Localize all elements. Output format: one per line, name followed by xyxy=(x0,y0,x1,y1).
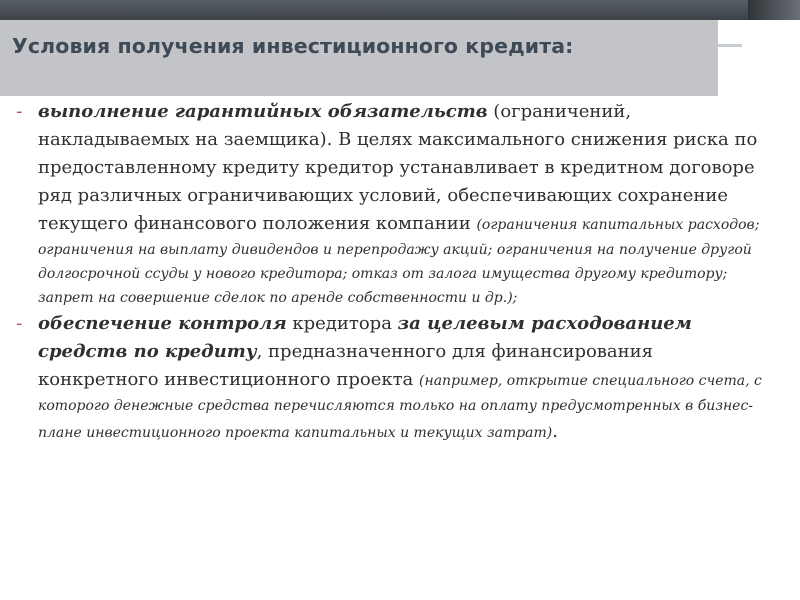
bullet2-note: (например, открытие специального счета, с которого денежные средства перечисляются только на оплату предусмотренных в бизнес-плане инвестиционного проекта капитальных и текущих затрат) xyxy=(38,373,762,441)
bullet2-trailing: . xyxy=(552,421,558,442)
bullet1-lead: выполнение гарантийных обязательств xyxy=(38,101,488,122)
bullet2-lead: обеспечение контроля xyxy=(38,313,287,334)
top-bar-accent xyxy=(748,0,800,20)
bullet-marker: - xyxy=(16,101,23,122)
bullet-marker: - xyxy=(16,313,23,334)
title-band xyxy=(0,20,718,96)
bullet-item-guarantee xyxy=(14,98,774,310)
title-divider xyxy=(718,44,742,47)
slide-title: Условия получения инвестиционного кредита: xyxy=(12,34,574,58)
slide-body xyxy=(14,98,774,446)
top-decorative-bar xyxy=(0,0,800,20)
bullet1-text: (ограничений, накладываемых на заемщика). В целях максимального снижения риска по предоставленному кредиту кредитор устанавливает в кредитном договоре ряд различных ограничивающих условий, обеспечивающих сохранение текущего финансового положения компании xyxy=(38,101,758,234)
bullet2-text-a: кредитора xyxy=(286,313,398,334)
bullet1-note: (ограничения капитальных расходов; ограничения на выплату дивидендов и перепродажу акций; ограничения на получение другой долгосрочной ссуды у нового кредитора; отказ от залога имущества другому кредитору; запрет на совершение сделок по аренде собственности и др.); xyxy=(38,217,760,306)
bullet2-text-c: , предназначенного для финансирования конкретного инвестиционного проекта xyxy=(38,341,654,390)
bullet2-emphasis: за целевым расходованием средств по кредиту xyxy=(38,313,692,362)
bullet-item-control xyxy=(14,310,774,446)
